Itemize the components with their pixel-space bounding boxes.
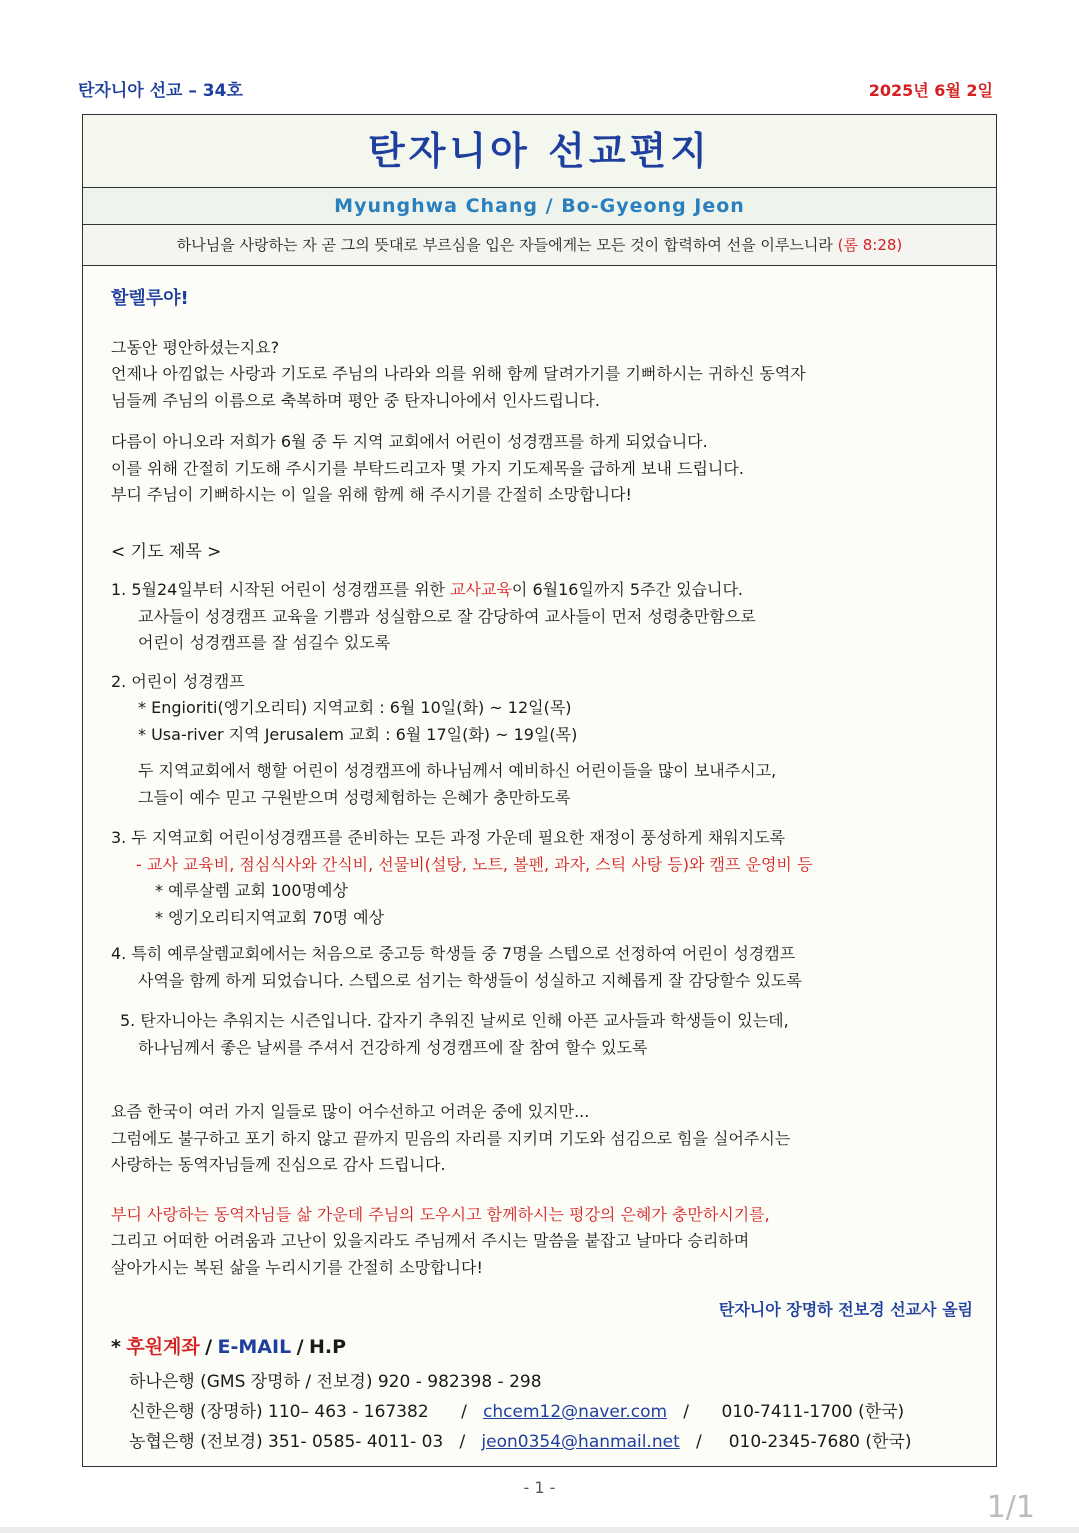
intro2-paragraph <box>111 429 973 509</box>
letter-frame <box>82 114 997 1467</box>
prayer-heading: < 기도 제목 > <box>111 541 222 562</box>
email-link[interactable]: jeon0354@hanmail.net <box>481 1431 680 1452</box>
page-count-indicator: 1/1 <box>986 1490 1035 1525</box>
blessing-line: 살아가시는 복된 삶을 누리시기를 간절히 소망합니다! <box>111 1257 483 1277</box>
prayer-item-4 <box>111 941 973 994</box>
separator: / <box>683 1401 689 1422</box>
prayer-item-2 <box>111 669 973 812</box>
intro-line: 님들께 주님의 이름으로 축복하며 평안 중 탄자니아에서 인사드립니다. <box>111 390 600 410</box>
separator: / <box>459 1431 466 1452</box>
intro-line: 그동안 평안하셨는지요? <box>111 337 280 357</box>
intro2-line: 이를 위해 간절히 기도해 주시기를 부탁드리고자 몇 가지 기도제목을 급하게 보내 드립니다. <box>111 458 744 478</box>
title-box <box>83 115 996 188</box>
phone-number: 010-7411-1700 (한국) <box>721 1401 905 1422</box>
item2-line: 그들이 예수 믿고 구원받으며 성령체험하는 은혜가 충만하도록 <box>138 787 571 807</box>
item4-line: 4. 특히 예루살렘교회에서는 처음으로 중고등 학생들 중 7명을 스텝으로 선정하여 어린이 성경캠프 <box>111 944 796 963</box>
item3-estimate: * 엥기오리티지역교회 70명 예상 <box>155 907 385 927</box>
email-label: E-MAIL <box>217 1335 292 1358</box>
bottom-bar <box>0 1527 1079 1533</box>
closing-line: 그럼에도 불구하고 포기 하지 않고 끝까지 믿음의 자리를 지키며 기도와 섬김으로 힘을 실어주시는 <box>111 1128 791 1148</box>
hp-label: H.P <box>308 1335 346 1358</box>
item3-line: 3. 두 지역교회 어린이성경캠프를 준비하는 모든 과정 가운데 필요한 재정이 풍성하게 채워지도록 <box>111 828 785 847</box>
item1-highlight: 교사교육 <box>450 580 512 599</box>
intro-line: 언제나 아낌없는 사랑과 기도로 주님의 나라와 의를 위해 함께 달려가기를 기뻐하시는 귀하신 동역자 <box>111 364 806 383</box>
bank-line-2 <box>111 1397 973 1427</box>
issue-date: 2025년 6월 2일 <box>868 81 993 100</box>
item3-budget: - 교사 교육비, 점심식사와 간식비, 선물비(설탕, 노트, 볼펜, 과자, 스틱 사탕 등)와 캠프 운영비 등 <box>136 854 813 874</box>
greeting: 할렐루야! <box>111 288 189 309</box>
item1-line: 어린이 성경캠프를 잘 섬길수 있도록 <box>138 633 391 652</box>
prayer-item-1 <box>111 577 973 657</box>
page-number: - 1 - <box>523 1478 556 1497</box>
missionary-names: Myunghwa Chang / Bo-Gyeong Jeon <box>334 195 745 217</box>
separator: / <box>461 1401 467 1422</box>
prayer-item-5 <box>111 1008 973 1061</box>
closing-paragraph <box>111 1099 973 1179</box>
separator: / <box>296 1335 304 1358</box>
intro2-line: 부디 주님이 기뻐하시는 이 일을 위해 함께 해 주시기를 간절히 소망합니다! <box>111 485 632 504</box>
blessing-line: 부디 사랑하는 동역자님들 삶 가운데 주님의 도우시고 함께하시는 평강의 은혜가 충만하시기를, <box>111 1204 770 1224</box>
verse-box <box>83 225 996 266</box>
intro-paragraph <box>111 335 973 415</box>
letter-body <box>111 286 973 1457</box>
item5-line: 하나님께서 좋은 날씨를 주셔서 건강하게 성경캠프에 잘 참여 할수 있도록 <box>138 1037 648 1057</box>
item2-schedule: * Engioriti(엥기오리티) 지역교회 : 6월 10일(화) ~ 12일(목) <box>138 698 572 717</box>
separator: / <box>695 1431 702 1452</box>
names-box <box>83 188 996 225</box>
issue-label: 탄자니아 선교 – 34호 <box>78 81 243 101</box>
item2-schedule: * Usa-river 지역 Jerusalem 교회 : 6월 17일(화) ~ 19일(목) <box>138 724 578 744</box>
signature: 탄자니아 장명하 전보경 선교사 올림 <box>718 1300 973 1319</box>
phone-number: 010-2345-7680 (한국) <box>728 1431 912 1452</box>
intro2-line: 다름이 아니오라 저희가 6월 중 두 지역 교회에서 어린이 성경캠프를 하게 되었습니다. <box>111 432 708 451</box>
separator: / <box>205 1335 213 1358</box>
email-link[interactable]: chcem12@naver.com <box>483 1401 668 1422</box>
item3-estimate: * 예루살렘 교회 100명예상 <box>155 881 348 900</box>
bank-line-1: 하나은행 (GMS 장명하 / 전보경) 920 - 982398 - 298 <box>129 1371 542 1392</box>
closing-line: 요즘 한국이 여러 가지 일들로 많이 어수선하고 어려운 중에 있지만... <box>111 1102 590 1121</box>
item1-pre: 1. 5월24일부터 시작된 어린이 성경캠프를 위한 <box>111 580 451 599</box>
bible-verse <box>83 225 996 265</box>
item1-post: 이 6월16일까지 5주간 있습니다. <box>511 580 743 599</box>
contact-section <box>111 1332 973 1457</box>
blessing-paragraph <box>111 1202 973 1282</box>
verse-text: 하나님을 사랑하는 자 곧 그의 뜻대로 부르심을 입은 자들에게는 모든 것이 합력하여 선을 이루느니라 <box>176 236 833 254</box>
account-label: 후원계좌 <box>126 1335 200 1358</box>
prayer-item-3 <box>111 825 973 931</box>
bank-account: 신한은행 (장명하) 110– 463 - 167382 <box>129 1401 429 1422</box>
verse-reference: (롬 8:28) <box>837 236 903 254</box>
item5-line: 5. 탄자니아는 추워지는 시즌입니다. 갑자기 추워진 날씨로 인해 아픈 교사들과 학생들이 있는데, <box>120 1011 789 1030</box>
bank-line-3 <box>111 1427 973 1457</box>
closing-line: 사랑하는 동역자님들께 진심으로 감사 드립니다. <box>111 1155 446 1174</box>
bank-account: 농협은행 (전보경) 351- 0585- 4011- 03 <box>129 1431 444 1452</box>
page-title: 탄자니아 선교편지 <box>368 129 711 173</box>
item4-line: 사역을 함께 하게 되었습니다. 스텝으로 섬기는 학생들이 성실하고 지혜롭게 잘 감당할수 있도록 <box>138 970 802 990</box>
item2-line: 두 지역교회에서 행할 어린이 성경캠프에 하나님께서 예비하신 어린이들을 많이 보내주시고, <box>138 761 777 780</box>
item1-line: 교사들이 성경캠프 교육을 기쁨과 성실함으로 잘 감당하여 교사들이 먼저 성령충만함으로 <box>138 606 756 626</box>
blessing-line: 그리고 어떠한 어려움과 고난이 있을지라도 주님께서 주시는 말씀을 붙잡고 날마다 승리하며 <box>111 1231 750 1250</box>
contact-star: * <box>111 1335 121 1358</box>
item2-line: 2. 어린이 성경캠프 <box>111 671 245 691</box>
